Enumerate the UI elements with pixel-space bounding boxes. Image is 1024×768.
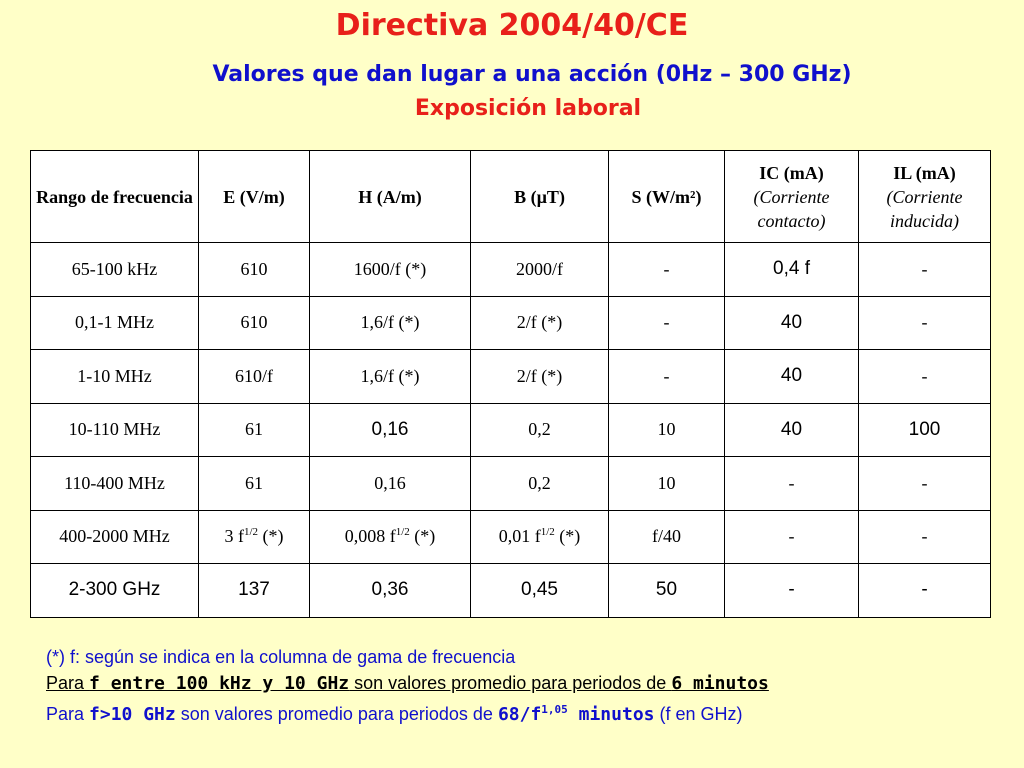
- table-cell: 2/f (*): [471, 350, 609, 404]
- header-contact-current-sub: (Corriente contacto): [753, 186, 830, 231]
- table-cell: [310, 510, 471, 564]
- cell-text: (*): [409, 526, 436, 547]
- table-cell: 61: [199, 457, 310, 511]
- table-cell: -: [859, 457, 991, 511]
- table-cell: 1,6/f (*): [310, 296, 471, 350]
- footnote-frequency: (*) f: según se indica en la columna de gama de frecuencia: [46, 647, 516, 667]
- table-cell: f/40: [609, 510, 725, 564]
- table-cell: 0,45: [471, 564, 609, 618]
- table-cell: 0,16: [310, 403, 471, 457]
- cell-text: 3 f: [224, 526, 244, 547]
- table-cell: 0,2: [471, 403, 609, 457]
- header-contact-current-label: IC (mA): [759, 162, 824, 183]
- note2-middle: son valores promedio para periodos de: [349, 673, 672, 693]
- table-cell: -: [725, 564, 859, 618]
- table-row: [31, 243, 991, 297]
- cell-exponent: 1/2: [395, 526, 410, 539]
- note3-formula: 68/f: [497, 704, 542, 725]
- table-cell: -: [859, 243, 991, 297]
- header-frequency-range: Rango de frecuencia: [31, 151, 199, 243]
- table-cell: 0,36: [310, 564, 471, 618]
- note3-range: f>10 GHz: [89, 704, 176, 725]
- table-cell: 10: [609, 457, 725, 511]
- cell-text: 0,01 f: [498, 526, 541, 547]
- table-cell: 100: [859, 403, 991, 457]
- cell-exponent: 1/2: [243, 526, 259, 539]
- footnotes: [46, 644, 1006, 728]
- table-cell: 610: [199, 243, 310, 297]
- note2-range: f entre 100 kHz y 10 GHz: [89, 673, 350, 694]
- page-subtitle-secondary: Exposición laboral: [414, 96, 642, 121]
- cell-exponent: 1/2: [540, 526, 555, 539]
- header-e-field: E (V/m): [199, 151, 310, 243]
- table-cell: 137: [199, 564, 310, 618]
- table-cell: 1,6/f (*): [310, 350, 471, 404]
- table-cell: 400-2000 MHz: [31, 510, 199, 564]
- header-h-field: H (A/m): [310, 151, 471, 243]
- table-cell: 10-110 MHz: [31, 403, 199, 457]
- note2-prefix: Para: [46, 673, 90, 693]
- table-row: [31, 564, 991, 618]
- table-cell: 0,1-1 MHz: [31, 296, 199, 350]
- table-cell: 40: [725, 350, 859, 404]
- table-cell: -: [859, 510, 991, 564]
- table-cell: -: [609, 350, 725, 404]
- footnote-averaging-68f: [46, 697, 1006, 728]
- table-cell: -: [859, 564, 991, 618]
- cell-text: 0,008 f: [344, 526, 396, 547]
- table-cell: 0,2: [471, 457, 609, 511]
- page-subtitle: Valores que dan lugar a una acción (0Hz – 300 GHz): [212, 62, 852, 87]
- table-cell: 65-100 kHz: [31, 243, 199, 297]
- note3-middle: son valores promedio para periodos de: [175, 704, 498, 724]
- table-cell: -: [725, 457, 859, 511]
- header-power-density: S (W/m²): [609, 151, 725, 243]
- table-cell: -: [609, 243, 725, 297]
- cell-text: (*): [554, 526, 581, 547]
- table-cell: [471, 510, 609, 564]
- table-cell: [199, 510, 310, 564]
- table-row: [31, 403, 991, 457]
- table-cell: 110-400 MHz: [31, 457, 199, 511]
- page-title: Directiva 2004/40/CE: [335, 8, 689, 43]
- table-cell: 2-300 GHz: [31, 564, 199, 618]
- table-row: [31, 510, 991, 564]
- table-cell: -: [609, 296, 725, 350]
- table-cell: 1-10 MHz: [31, 350, 199, 404]
- note3-exponent: 1,05: [541, 703, 568, 716]
- header-induced-current-sub: (Corriente inducida): [886, 186, 963, 231]
- table-cell: 0,16: [310, 457, 471, 511]
- table-row: [31, 350, 991, 404]
- table-cell: 40: [725, 296, 859, 350]
- cell-text: (*): [258, 526, 284, 547]
- note3-suffix: (f en GHz): [654, 704, 743, 724]
- header-contact-current: [725, 151, 859, 243]
- table-row: [31, 457, 991, 511]
- table-cell: 40: [725, 403, 859, 457]
- header-induced-current: [859, 151, 991, 243]
- table-cell: 50: [609, 564, 725, 618]
- table-cell: 610: [199, 296, 310, 350]
- note2-duration: 6 minutos: [671, 673, 769, 694]
- table-cell: 10: [609, 403, 725, 457]
- table-cell: 610/f: [199, 350, 310, 404]
- table-cell: 1600/f (*): [310, 243, 471, 297]
- table-cell: -: [859, 350, 991, 404]
- table-cell: 2000/f: [471, 243, 609, 297]
- table-cell: 61: [199, 403, 310, 457]
- table-row: [31, 296, 991, 350]
- table-header-row: [31, 151, 991, 243]
- header-b-field: B (µT): [471, 151, 609, 243]
- table-cell: -: [725, 510, 859, 564]
- table-cell: 0,4 f: [725, 243, 859, 297]
- note3-prefix: Para: [46, 704, 90, 724]
- note3-unit: minutos: [567, 704, 655, 725]
- table-cell: 2/f (*): [471, 296, 609, 350]
- limits-table: [30, 150, 991, 618]
- footnote-averaging-6min: [46, 670, 1006, 697]
- header-induced-current-label: IL (mA): [893, 162, 956, 183]
- table-cell: -: [859, 296, 991, 350]
